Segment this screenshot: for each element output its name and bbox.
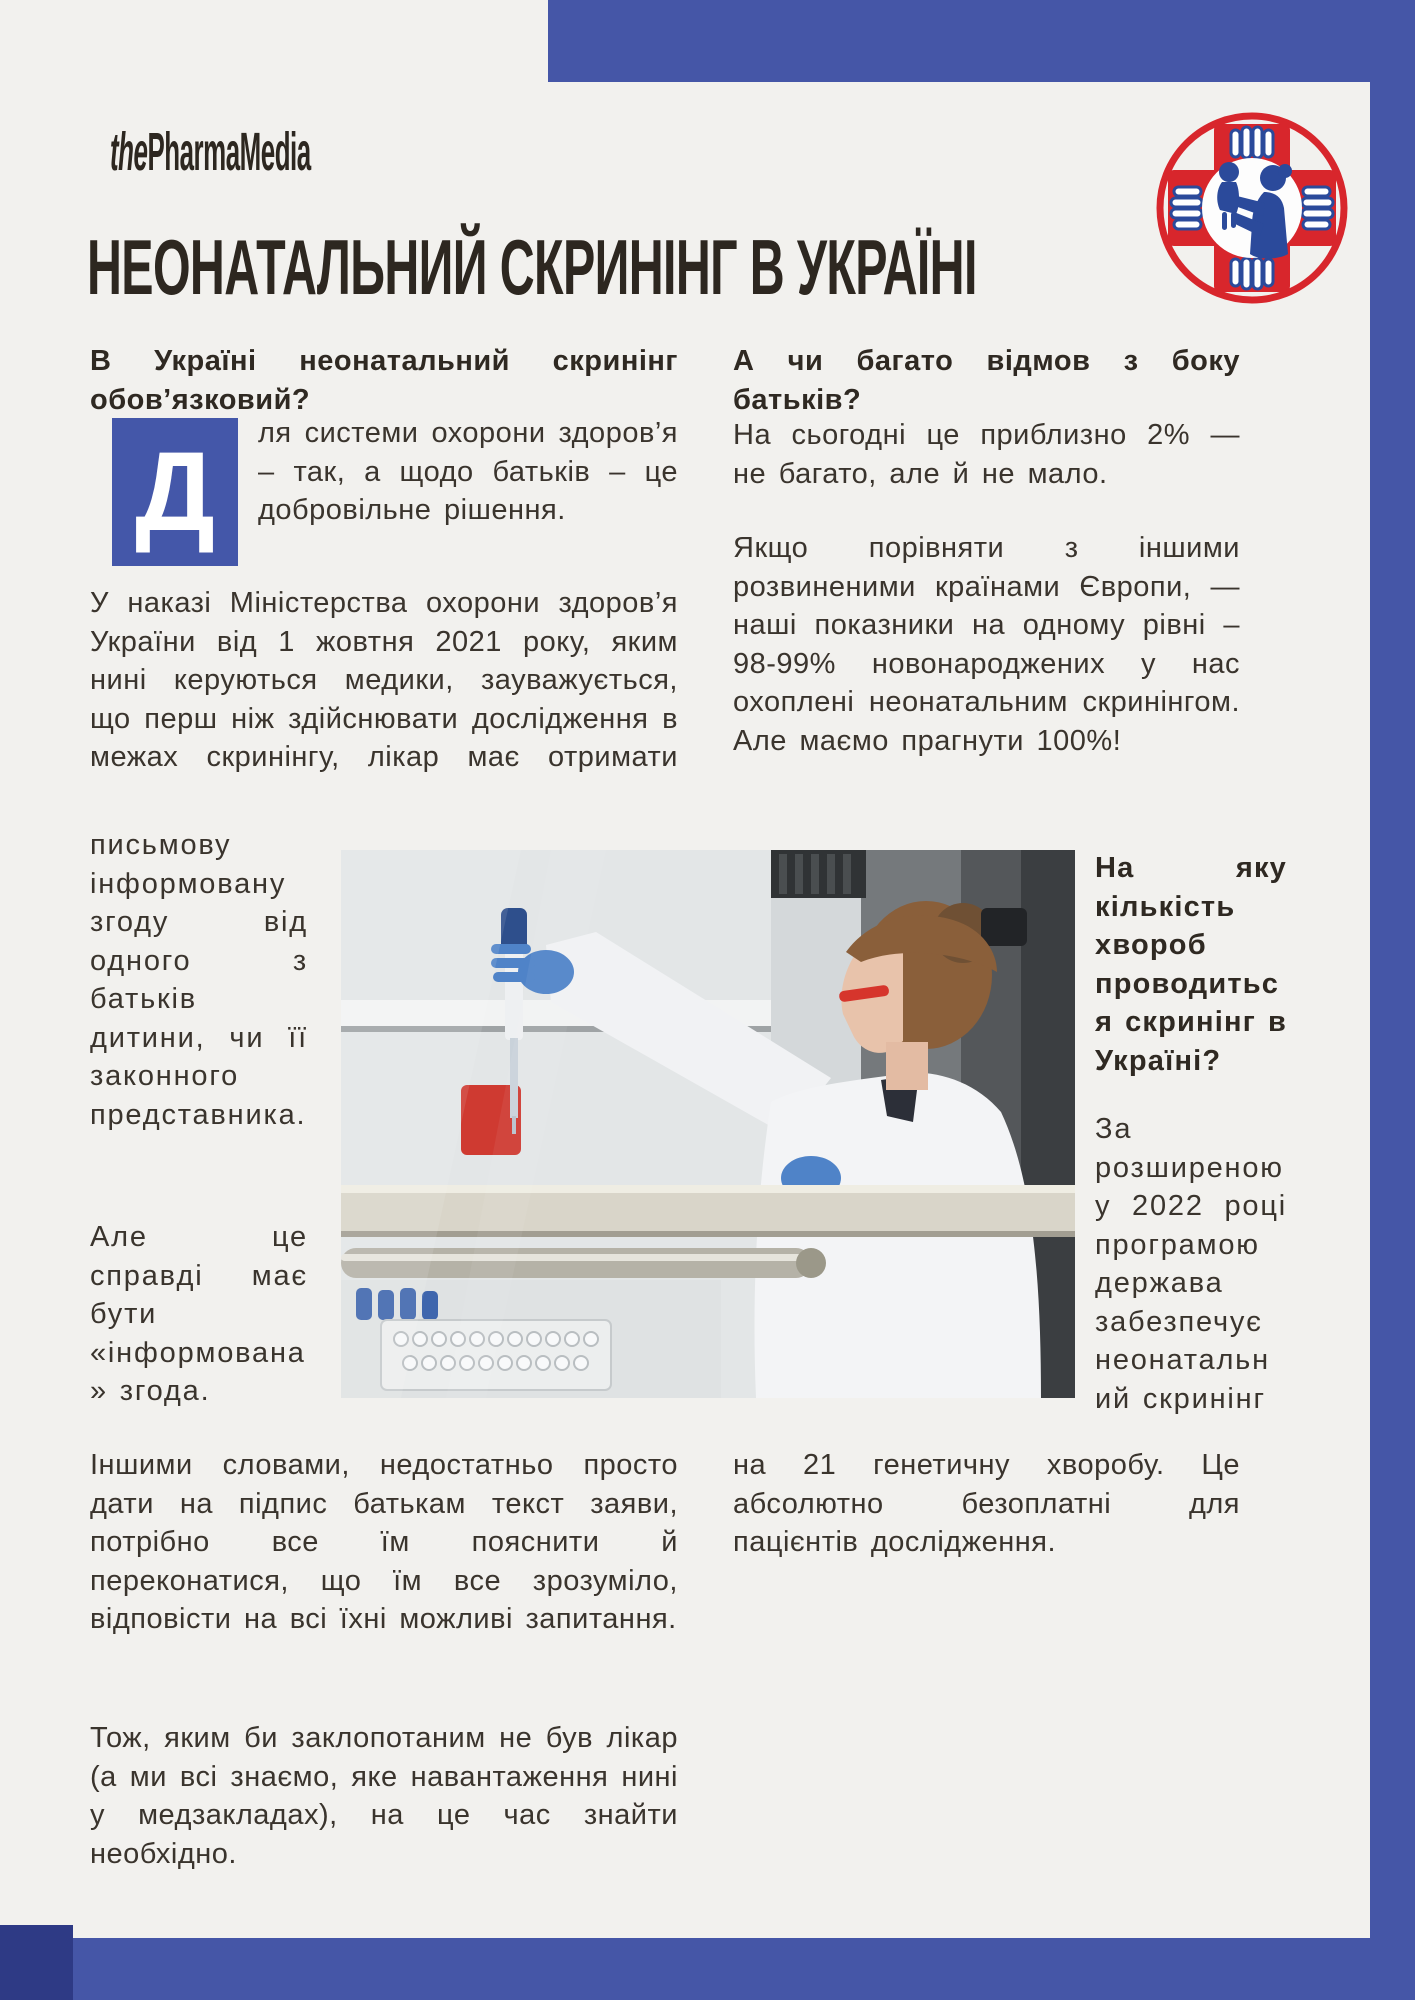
top-accent-bar	[548, 0, 1415, 82]
right-accent-stripe	[1370, 0, 1415, 2000]
bottom-accent-square	[0, 1925, 73, 2000]
question1-heading: В Україні неонатальний скринінг обов’язковий?	[90, 345, 678, 416]
question2-heading: А чи багато відмов з боку батьків?	[733, 345, 1240, 416]
paragraph-time: Тож, яким би заклопотаним не був лікар (а ми всі знаємо, яке навантаження нині у медзакладах), на це час знайти необхідно.	[90, 1722, 678, 1870]
hands-icon	[1231, 127, 1273, 158]
paragraph-order: У наказі Міністерства охорони здоров’я України від 1 жовтня 2021 року, яким нині керуються медики, зауважується, що перш ніж здійснювати дослідження в межах скринінгу, лікар має отримати	[90, 587, 678, 773]
brand-the: the	[110, 122, 148, 182]
article-photo	[341, 850, 1075, 1398]
paragraph-europe: Якщо порівняти з іншими розвиненими країнами Європи, — наші показники на одному рівні – 98-99% новонароджених у нас охоплені неонатальним скринінгом. Але маємо прагнути 100%!	[733, 532, 1240, 757]
paragraph-program: За розширеною у 2022 році програмою держава забезпечує неонатальний скринінг	[1095, 1113, 1287, 1415]
paragraph-informed: Але це справді має бути «інформована» згода.	[90, 1221, 308, 1407]
paragraph-consent: письмову інформовану згоду від одного з батьків дитини, чи її законного представника.	[90, 829, 308, 1131]
page-title: НЕОНАТАЛЬНИЙ СКРИНІНГ В УКРАЇНІ	[87, 223, 977, 311]
brand-rest: PharmaMedia	[147, 122, 311, 182]
clinic-logo	[1152, 108, 1352, 308]
paragraph-diseases: на 21 генетичну хворобу. Це абсолютно безоплатні для пацієнтів дослідження.	[733, 1449, 1240, 1558]
dropcap-paragraph	[112, 414, 678, 566]
question3-heading: На яку кількість хвороб проводиться скринінг в Україні?	[1095, 852, 1287, 1077]
dropcap-letter: Д	[112, 418, 238, 566]
paragraph-explain: Іншими словами, недостатньо просто дати на підпис батькам текст заяви, потрібно все їм пояснити й переконатися, що їм все зрозуміло, відповісти на всі їхні можливі запитання.	[90, 1449, 678, 1635]
brand-logo-text	[110, 122, 311, 182]
dropcap-text: ля системи охорони здоров’я – так, а щодо батьків – це добровільне рішення.	[258, 417, 678, 526]
bottom-accent-bar	[0, 1938, 1415, 2000]
paragraph-refusals: На сьогодні це приблизно 2% — не багато, але й не мало.	[733, 419, 1240, 490]
